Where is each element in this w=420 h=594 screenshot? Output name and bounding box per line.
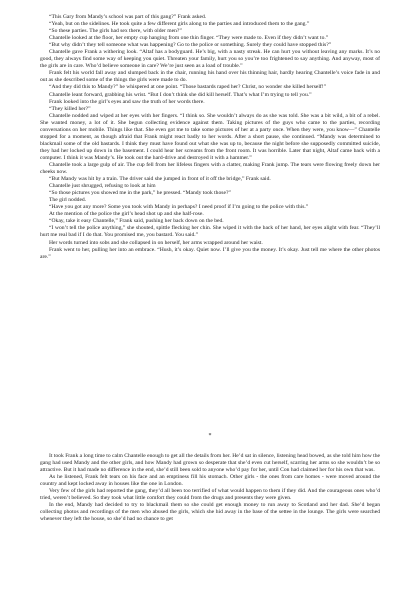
paragraph: Chantelle nodded and wiped at her eyes with her fingers. “I think so. She wouldn’t always do as she was told. She was a bit wild, a bit of a rebel. She wanted money, a lot of it. She begun collecting evidence against them. Taking pictures of the guys who came to the parties, recording conversations on her mobile. Things like that. She even got me to take some pictures of her at a party once. When they were, you know—” Chantelle stopped for a moment, as though afraid that Frank might react badly to her words. After a short pause, she continued. “Mandy was determined to blackmail some of the old bastards. I think they must have found out what she was up to, because the night before she supposedly committed suicide, they had her locked up down in the basement. I could hear her screams from the front room. It was horrible. Later that night, Altaf came back with a computer. I think it was Mandy’s. He took out the hard-drive and destroyed it with a hammer.” (40, 112, 380, 161)
paragraph: Very few of the girls had reported the gang, they’d all been too terrified of what would happen to them if they did. And the courageous ones who’d tried, weren’t believed. So they took what little comfort they could from the drugs and presents they were given. (40, 488, 380, 502)
bottom-text-block (40, 453, 380, 523)
paragraph: “So these parties. The girls had sex there, with older men?” (49, 28, 182, 35)
paragraph: Chantelle just shrugged, refusing to look at him (49, 183, 156, 190)
paragraph: “They killed her?” (49, 105, 91, 112)
top-text-block (40, 14, 380, 261)
section-separator: * (208, 433, 212, 439)
paragraph: “This Gary from Mandy’s school was part of this gang?” Frank asked. (49, 14, 207, 20)
paragraph: Frank felt his world fall away and slumped back in the chair, running his hand over his thinning hair, hardly hearing Chantelle’s voice fade in and out as she described some of the things the girls were made to do. (40, 70, 380, 84)
paragraph: Her words turned into sobs and she collapsed in on herself, her arms wrapped around her waist. (49, 239, 263, 246)
paragraph: “And they did this to Mandy?” he whispered at one point. “Those bastards raped her? Christ, no wonder she killed herself!” (49, 84, 327, 91)
paragraph: Chantelle looked at the floor, her empty cup hanging from one thin finger. “They were made to. Even if they didn’t want to.” (49, 35, 329, 42)
paragraph: Chantelle leant forward, grabbing his wrist. “But I don’t think she did kill herself. That’s what I’m trying to tell you.” (49, 91, 312, 98)
paragraph: It took Frank a long time to calm Chantelle enough to get all the details from her. He’d sat in silence, listening head bowed, as she told him how the gang had used Mandy and the other girls, and how Mandy had grown so desperate that she’d even cut herself, scarring her arms so she wouldn’t be so attractive. But it had made no difference in the end, she’d still been sold to anyone who’d pay for her, until Con had claimed her for his own that was. (40, 453, 380, 474)
paragraph: In the end, Mandy had decided to try to blackmail them so she could get enough money to run away to Scotland and her dad. She’d began collecting photos and recordings of the men who abused the girls, which she hid away in the base of the settee in the lounge. The girls were searched whenever they left the house, so she’d had no chance to get (40, 502, 380, 523)
paragraph: The girl nodded. (49, 197, 87, 204)
paragraph: “But Mandy was hit by a train. The driver said she jumped in front of it off the bridge,” Frank said. (49, 176, 271, 183)
paragraph: “So those pictures you showed me in the park,” he pressed. “Mandy took those?” (49, 190, 231, 197)
paragraph: “Yeah, but on the sidelines. He took quite a few different girls along to the parties and introduced them to the gang.” (49, 21, 310, 28)
paragraph: “But why didn’t they tell someone what was happening? Go to the police or something. Surely they could have stopped this?” (49, 42, 332, 49)
paragraph: “Have you got any more? Some you took with Mandy in perhaps? I need proof if I’m going to the police with this.” (49, 204, 309, 211)
paragraph: Frank went to her, pulling her into an embrace. “Hush, it’s okay. Quiet now. I’ll give you the money. It’s okay. Just tell me where the other photos are.” (40, 246, 380, 260)
paragraph: Chantelle took a large gulp of air. The cup fell from her lifeless fingers with a clatter, making Frank jump. The tears were flowing freely down her cheeks now. (40, 161, 380, 176)
paragraph: At the mention of the police the girl’s head shot up and she half-rose. (49, 211, 204, 218)
paragraph: “Okay, take it easy Chantelle,” Frank said, pushing her back down on the bed. (49, 218, 224, 225)
paragraph: As he listened, Frank felt tears on his face and an emptiness fill his stomach. Other girls - the ones from care homes - were moved around the country and kept locked away in houses like the one in London. (40, 474, 380, 488)
paragraph: Chantelle gave Frank a withering look. “Altaf has a bodyguard. He’s big, with a nasty streak. He can hurt you without leaving any marks. It’s no good, they always find some way of keeping you quiet. Threaten your family, hurt you so you’re too frightened to say anything. And anyway, most of the girls are in care. Who’d believe someone in care? We’re just seen as a load of trouble.” (40, 49, 380, 70)
paragraph: Frank looked into the girl’s eyes and saw the truth of her words there. (49, 98, 205, 105)
paragraph: “I won’t tell the police anything,” she shouted, spittle flecking her chin. She wiped it with the back of her hand, her eyes alight with fear. “They’ll hurt me real bad if I do that. You promised me, you bastard. You said.” (40, 225, 380, 239)
